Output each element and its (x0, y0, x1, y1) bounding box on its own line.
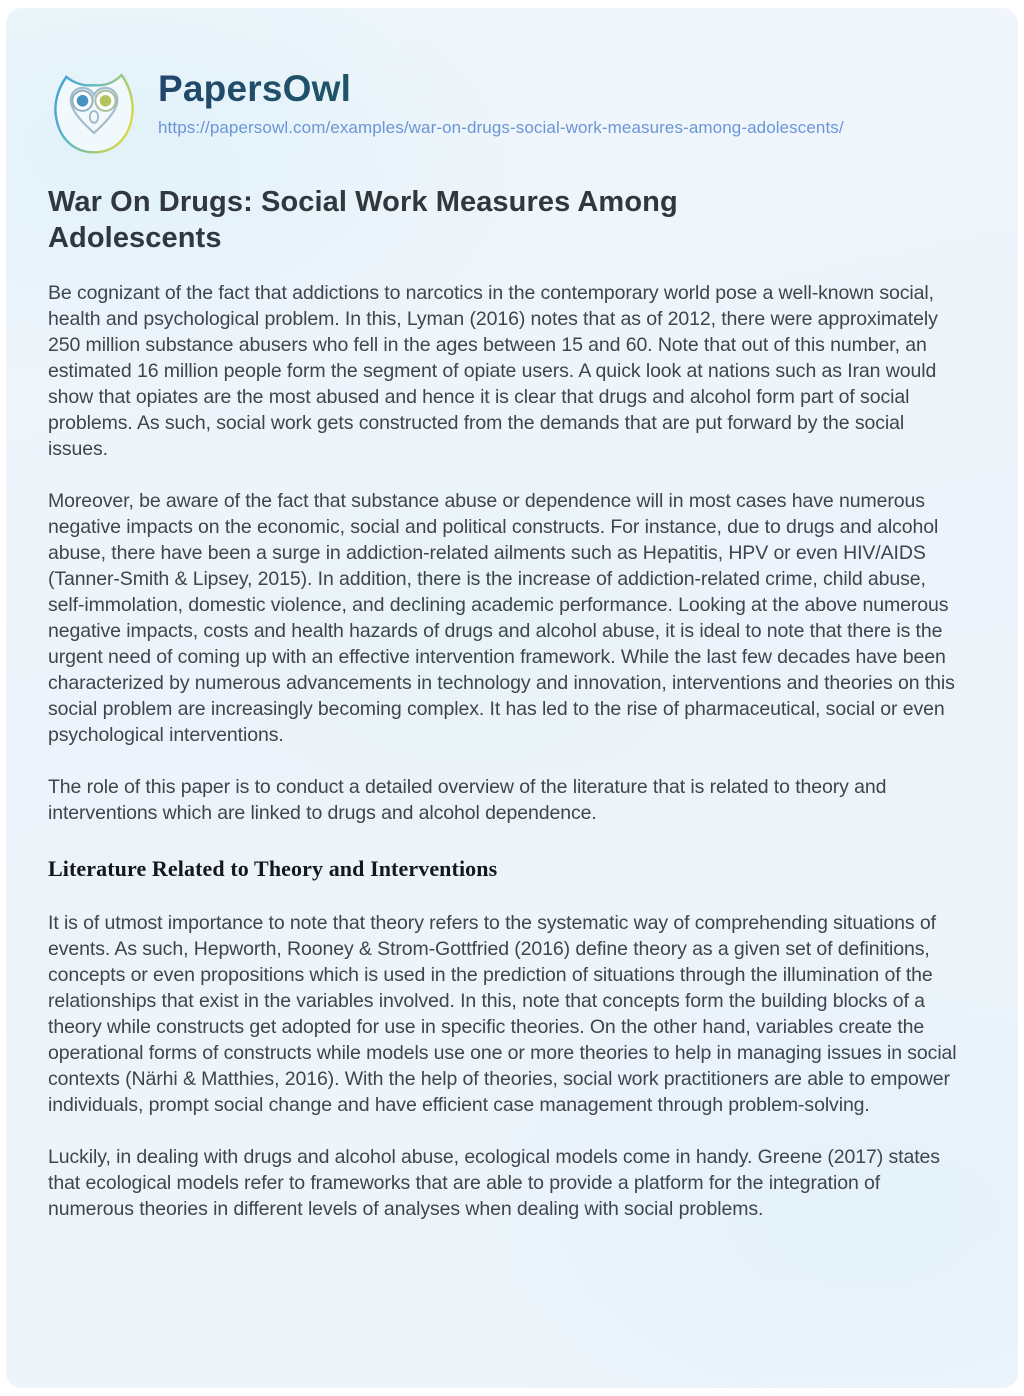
section-heading: Literature Related to Theory and Interventions (48, 856, 498, 881)
site-header (48, 58, 974, 162)
document-card (6, 8, 1018, 1388)
paragraph-intro-1: Be cognizant of the fact that addictions to narcotics in the contemporary world pose a well-known social, health and psychological problem. In this, Lyman (2016) notes that as of 2012, there were approximately 250 million substance abusers who fell in the ages between 15 and 60. Note that out of this number, an estimated 16 million people form the segment of opiate users. A quick look at nations such as Iran would show that opiates are the most abused and hence it is clear that drugs and alcohol form part of social problems. As such, social work gets constructed from the demands that are put forward by the social issues. (48, 282, 938, 460)
source-url-link[interactable]: https://papersowl.com/examples/war-on-drugs-social-work-measures-among-adolescents/ (158, 118, 844, 137)
owl-right-eye (100, 95, 112, 107)
paragraph-section-1: It is of utmost importance to note that theory refers to the systematic way of comprehending situations of events. As such, Hepworth, Rooney & Strom-Gottfried (2016) define theory as a given set of definitions, concepts or even propositions which is used in the prediction of situations through the illumination of the relationships that exist in the variables involved. In this, note that concepts form the building blocks of a theory while constructs get adopted for use in specific theories. On the other hand, variables create the operational forms of constructs while models use one or more theories to help in managing issues in social contexts (Närhi & Matthies, 2016). With the help of theories, social work practitioners are able to empower individuals, prompt social change and have efficient case management through problem-solving. (48, 912, 957, 1116)
owl-icon (48, 58, 140, 162)
paragraph-intro-2: Moreover, be aware of the fact that substance abuse or dependence will in most cases have numerous negative impacts on the economic, social and political constructs. For instance, due to drugs and alcohol abuse, there have been a surge in addiction-related ailments such as Hepatitis, HPV or even HIV/AIDS (Tanner-Smith & Lipsey, 2015). In addition, there is the increase of addiction-related crime, child abuse, self-immolation, domestic violence, and declining academic performance. Looking at the above numerous negative impacts, costs and health hazards of drugs and alcohol abuse, it is ideal to note that there is the urgent need of coming up with an effective intervention framework. While the last few decades have been characterized by numerous advancements in technology and innovation, interventions and theories on this social problem are increasingly becoming complex. It has led to the rise of pharmaceutical, social or even psychological interventions. (48, 490, 955, 746)
page-title: War On Drugs: Social Work Measures Among Adolescents (48, 186, 678, 254)
brand-block (158, 58, 844, 138)
paragraph-section-2: Luckily, in dealing with drugs and alcohol abuse, ecological models come in handy. Greene (2017) states that ecological models refer to frameworks that are able to provide a platform for the integration of numerous theories in different levels of analyses when dealing with social problems. (48, 1146, 940, 1220)
owl-left-eye (77, 95, 89, 107)
paragraph-intro-3: The role of this paper is to conduct a detailed overview of the literature that is related to theory and interventions which are linked to drugs and alcohol dependence. (48, 776, 887, 824)
article-body (48, 280, 974, 1222)
brand-name: PapersOwl (158, 68, 844, 110)
owl-head-outline (55, 75, 132, 152)
